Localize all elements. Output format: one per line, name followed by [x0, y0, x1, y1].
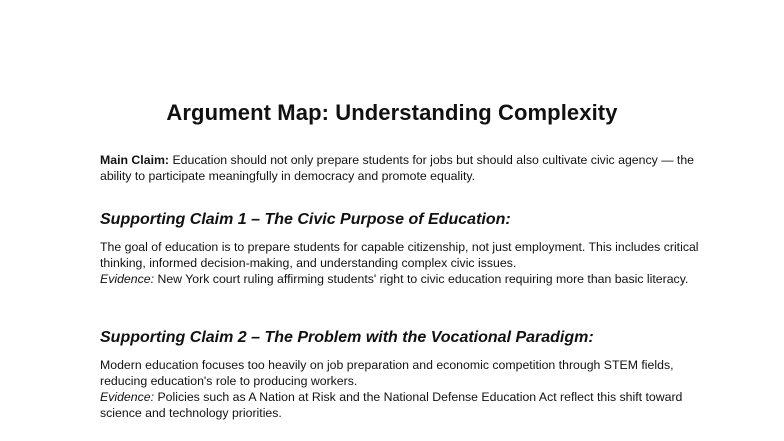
supporting-claim-2-evidence — [100, 389, 700, 421]
evidence-text: Policies such as A Nation at Risk and the National Defense Education Act reflect this shift toward science and technology priorities. — [100, 390, 683, 420]
main-claim-label: Main Claim: — [100, 153, 170, 167]
evidence-text: New York court ruling affirming students' right to civic education requiring more than basic literacy. — [157, 272, 689, 286]
supporting-claim-1-heading: Supporting Claim 1 – The Civic Purpose of Education: — [100, 211, 511, 228]
evidence-label: Evidence: — [100, 272, 155, 286]
supporting-claim-2-body: Modern education focuses too heavily on job preparation and economic competition through STEM fields, reducing education's role to producing workers. — [100, 358, 674, 388]
evidence-label: Evidence: — [100, 390, 155, 404]
supporting-claim-1-body: The goal of education is to prepare students for capable citizenship, not just employment. This includes critical thinking, informed decision-making, and understanding complex civic issues. — [100, 240, 699, 270]
main-claim — [100, 152, 700, 184]
supporting-claim-1 — [100, 239, 700, 287]
supporting-claim-2-heading: Supporting Claim 2 – The Problem with the Vocational Paradigm: — [100, 329, 594, 346]
supporting-claim-2 — [100, 357, 700, 421]
main-claim-text: Education should not only prepare students for jobs but should also cultivate civic agency — the ability to participate meaningfully in democracy and promote equality. — [100, 153, 694, 183]
supporting-claim-1-evidence — [100, 271, 700, 287]
page-title: Argument Map: Understanding Complexity — [166, 100, 618, 125]
